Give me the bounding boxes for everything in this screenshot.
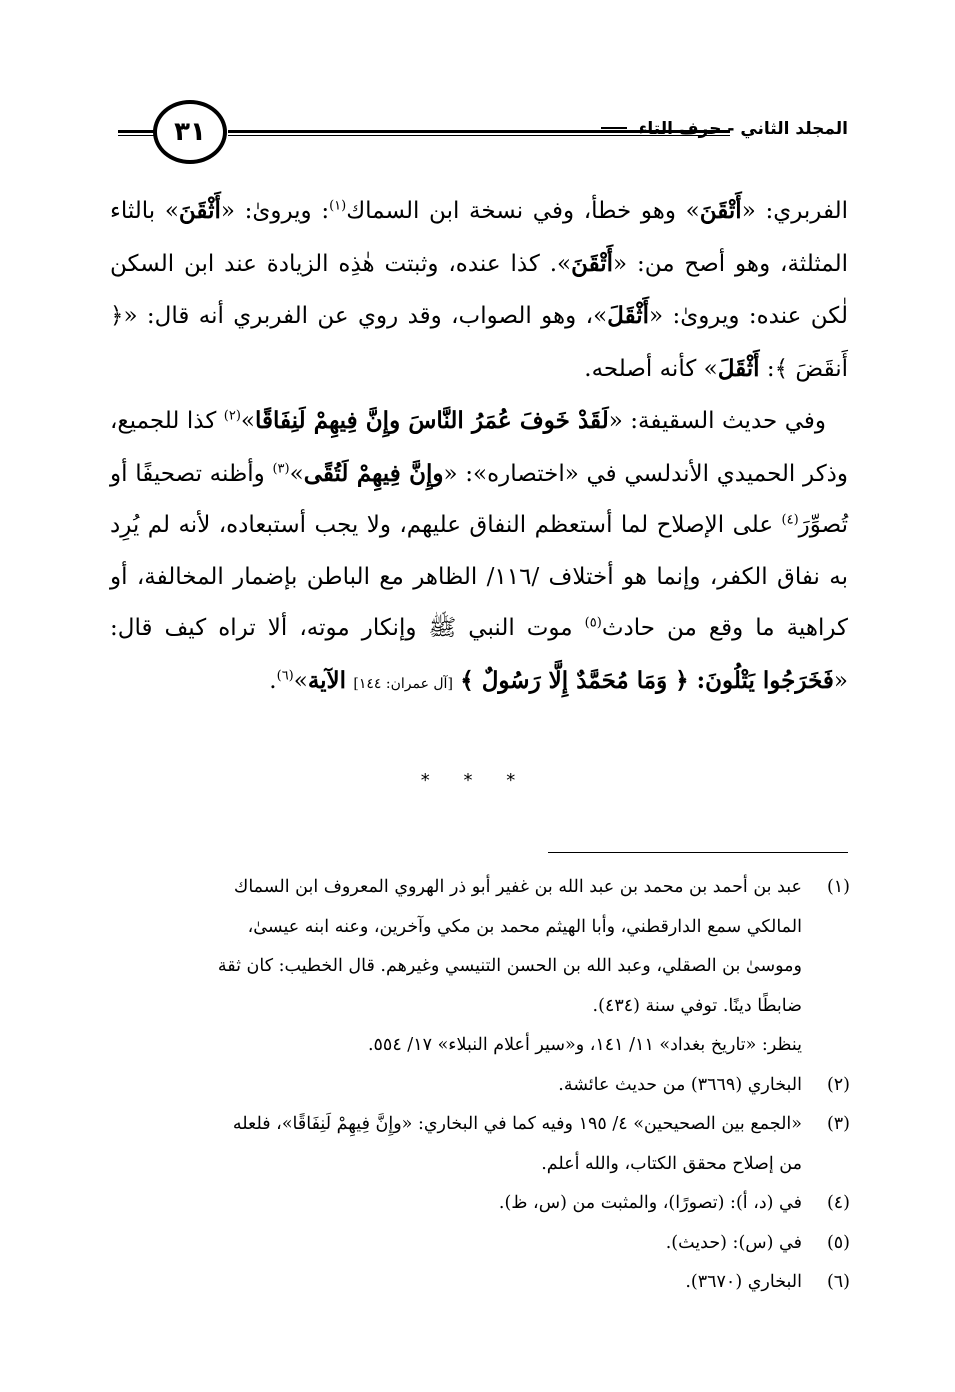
footnote-number: (٥) [826, 1232, 850, 1253]
emphasized-word: أَثْقَنَ [178, 197, 221, 224]
emphasized-quote: فَخَرَجُوا يَتْلُونَ: ﴿ وَمَا مُحَمَّدٌ إِلَّا رَسُولٌ ﴾ [460, 666, 834, 694]
footnote-ref-1[interactable]: (١) [329, 198, 347, 214]
text-run: » وهو خطأ، وفي نسخة ابن السماك [346, 198, 700, 224]
footnote-5 [108, 1224, 850, 1264]
footnote-text [108, 1105, 802, 1184]
emphasized-word: أَثْقَلَ [607, 302, 650, 329]
text-run: وأظنه تصحيفًا أو تُصوِّرَ [110, 460, 848, 538]
footnote-1 [108, 868, 850, 1066]
text-run: على الإصلاح لما أستعظم النفاق عليهم، ولا يجب أستبعاده، لأنه لم يُرِد به نفاق الكفر، وإنما هو أختلاف /١١٦/ الظاهر مع الباطن بإضمار المخالفة، أو كراهية ما وقع من حادث [110, 512, 848, 641]
footnote-ref-4[interactable]: (٤) [781, 512, 799, 528]
footnote-ref-6[interactable]: (٦) [276, 667, 294, 683]
page-number-frame [153, 100, 227, 164]
running-title-dash [601, 127, 627, 132]
emphasized-quote: وإِنَّ فِيهِمْ لَتُقًى [303, 459, 444, 487]
footnote-number: (٤) [826, 1193, 850, 1213]
main-text [110, 185, 848, 710]
footnote-number: (٦) [826, 1272, 850, 1292]
emphasized-word: أَتْقَنَ [571, 249, 614, 277]
footnote-text [108, 1066, 802, 1106]
text-run: »، وهو الصواب، وقد روي عن الفربري أنه قال: «﴿ أَنقَضَ ﴾: [110, 303, 848, 382]
footnote-number: (٢) [826, 1074, 850, 1095]
footnote-text [108, 1224, 802, 1264]
text-run: : ويروىٰ: « [220, 198, 330, 224]
quran-citation: [آل عمران: ١٤٤] [353, 675, 453, 692]
text-run: الفربري: « [741, 198, 849, 224]
running-title-text: المجلد الثاني - حرف التاء [638, 119, 848, 139]
paragraph-1 [110, 185, 848, 395]
footnote-ref-3[interactable]: (٣) [272, 460, 290, 476]
footnote-line: من إصلاح محقق الكتاب، والله أعلم. [541, 1153, 802, 1174]
text-run: » بالثاء المثلثة، وهو أصح من: « [110, 198, 848, 277]
text-run: » [293, 667, 308, 694]
emphasized-word: الآية [307, 666, 347, 694]
footnote-2 [108, 1066, 850, 1106]
footnote-text [108, 1184, 802, 1224]
footnote-line: «الجمع بين الصحيحين» ٤/ ١٩٥ وفيه كما في البخاري: «وإِنَّ فِيهِمْ لَنِفَاقًا»، فلعله [232, 1114, 802, 1134]
emphasized-word: أَتْقَنَ [699, 197, 742, 224]
running-header [108, 100, 848, 166]
text-run: » [289, 460, 304, 487]
footnote-text [108, 868, 802, 1066]
footnote-number: (٣) [826, 1114, 850, 1134]
text-run: ». كذا عنده، وثبتت هٰذِه الزيادة عند ابن السكن لٰكن عنده: ويروىٰ: « [110, 250, 848, 329]
footnote-3 [108, 1105, 850, 1184]
footnote-line: المالكي سمع الدارقطني، وأبا الهيثم محمد بن مكي وآخرين، وعنه ابنه عيسىٰ، [247, 916, 802, 937]
text-run: » [240, 408, 255, 434]
text-run: وفي حديث السقيفة: « [608, 408, 826, 434]
footnote-line: ينظر: «تاريخ بغداد» ١١/ ١٤١، و«سير أعلام النبلاء» ١٧/ ٥٥٤. [367, 1035, 802, 1055]
text-run: » كأنه أصلحه. [584, 355, 718, 382]
emphasized-quote: لَقَدْ خَوفَ عُمَرُ النَّاسَ وإِنَّ فِيهِمْ لَنِفَاقًا [254, 407, 609, 434]
footnote-text [108, 1263, 802, 1303]
footnote-6 [108, 1263, 850, 1303]
text-run: موت النبي ﷺ وإنكار موته، ألا تراه كيف قال: « [110, 615, 848, 694]
footnote-line: في (س): (حديث). [665, 1232, 802, 1253]
footnote-number: (١) [826, 877, 850, 897]
footnote-line: عبد بن أحمد بن محمد بن عبد الله بن غفير أبو ذر الهروي المعروف ابن السماك [233, 877, 802, 897]
footnote-line: في (د، أ): (تصورًا)، والمثبت من (س، ظ). [498, 1193, 802, 1213]
footnote-ref-2[interactable]: (٢) [223, 408, 241, 424]
section-ornament: * * * [420, 770, 530, 791]
footnote-line: ضابطًا دينًا. توفي سنة (٤٣٤). [592, 995, 802, 1016]
footnote-line: البخاري (٣٦٦٩) من حديث عائشة. [558, 1074, 802, 1095]
footnote-line: وموسىٰ بن الصقلي، وعبد الله بن الحسن التنيسي وغيرهم. قال الخطيب: كان ثقة [217, 956, 802, 976]
footnote-line: البخاري (٣٦٧٠). [685, 1272, 802, 1292]
emphasized-word: أَثْقَلَ [717, 354, 760, 382]
paragraph-2 [110, 395, 848, 710]
footnote-separator [548, 852, 848, 853]
text-run: كذا للجميع، وذكر الحميدي الأندلسي في «اختصاره»: « [110, 408, 849, 487]
footnote-ref-5[interactable]: (٥) [584, 615, 602, 631]
text-run: . [269, 667, 277, 694]
footnotes [108, 868, 850, 1303]
page-number: ٣١ [174, 117, 206, 147]
running-title [601, 119, 848, 139]
footnote-4 [108, 1184, 850, 1224]
